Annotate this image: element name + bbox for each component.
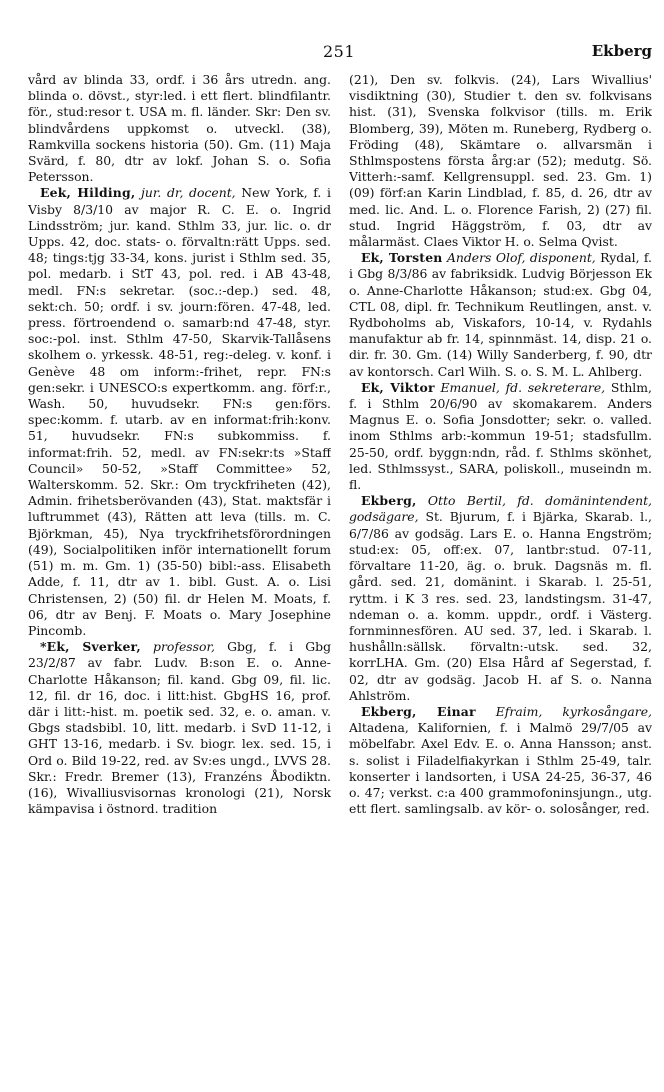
entry-name: Eek, Hilding, bbox=[40, 185, 136, 201]
entry-title: Otto Bertil, fd. domänintendent, godsägare, bbox=[349, 493, 652, 525]
continuation-text: (21), Den sv. folkvis. (24), Lars Wivallius' visdiktning (30), Studier t. den sv. folkvisans hist. (31), Svenska folkvisor (tills. m. Erik Blomberg, 39), Möten m. Runeberg, Rydberg o. Fröding (48), Skämtare o. allvarsmän i Sthlmspostens första årg:ar (52); medutg. Sö. Vitterh:-samf. Kellgrensuppl. sed. 23. Gm. 1) (09) förf:an Karin Lindblad, f. 85, d. 26, dtr av med. lic. And. L. o. Florence Farish, 2) (27) fil. stud. Ingrid Häggström, f. 03, dtr av målarmäst. Claes Viktor H. o. Selma Qvist. bbox=[349, 72, 652, 250]
entry-name: *Ek, Sverker, bbox=[40, 639, 141, 655]
right-column bbox=[349, 72, 652, 1076]
entry-title: Emanuel, fd. sekreterare, bbox=[440, 379, 606, 395]
entry-title: professor, bbox=[153, 639, 215, 655]
entry-text: St. Bjurum, f. i Bjärka, Skarab. l., 6/7/86 av godsäg. Lars E. o. Hanna Engström; stud:ex: 05, off:ex. 07, lantbr:stud. 07-11, förvaltare 11-20, äg. o. bruk. Dagsnäs m. fl. gård. sed. 21, domänint. i Skarab. l. 25-51, ryttm. i K 3 res. sed. 23, landstingsm. 31-47, ndeman o. a. komm. uppdr., ordf. i Västerg. fornminnesfören. AU sed. 37, led. i Skarab. l. hushålln:sällsk. förvaltn:-utsk. sed. 32, korrLHA. Gm. (20) Elsa Hård af Segerstad, f. 02, dtr av godsäg. Jacob H. af S. o. Nanna Ahlström. bbox=[349, 509, 652, 703]
entry-text: Sthlm, f. i Sthlm 20/6/90 av skomakarem. Anders Magnus E. o. Sofia Jonsdotter; sekr. o. valled. inom Sthlms arb:-kommun 19-51; stadsfullm. 25-50, ordf. byggn:ndn, råd. f. Sthlms skönhet, led. Sthlmssyst., SARA, poliskoll., museindn m. fl. bbox=[349, 379, 652, 493]
entry-text: New York, f. i Visby 8/3/10 av major R. C. E. o. Ingrid Lindsström; jur. kand. Sthlm 33, jur. lic. o. dr Upps. 42, doc. stats- o. förvaltn:rätt Upps. sed. 48; tings:tjg 33-34, kons. jurist i Sthlm sed. 35, pol. medarb. i StT 43, pol. red. i AB 43-48, medl. FN:s sekretar. (soc.:-dep.) sed. 48, sekt:ch. 50; ordf. i sv. journ:fören. 47-48, led. press. förtroendend o. samarb:nd 47-48, styr. soc:-pol. inst. Sthlm 47-50, Skarvik-Tallåsens skolhem o. yrkessk. 48-51, reg:-deleg. v. konf. i Genève 48 om inform:-frihet, repr. FN:s gen:sekr. i UNESCO:s expertkomm. ang. förf:r., Wash. 50, huvudsekr. FN:s gen:förs. spec:komm. f. utarb. av en informat:frih:konv. 51, huvudsekr. FN:s subkommiss. f. informat:frih. 52, medl. av FN:sekr:ts »Staff Council» 50-52, »Staff Committee» 52, Walterskomm. 52. Skr.: Om tryckfriheten (42), Admin. frihetsberövanden (43), Stat. maktsfär i luftrummet (43), Rätten att leva (tills. m. C. Björkman, 45), Nya tryckfrihetsförordningen (49), Socialpolitiken inför internationellt forum (51) m. m. Gm. 1) (35-50) bibl:-ass. Elisabeth Adde, f. 11, dtr av 1. bibl. Gust. A. o. Lisi Christensen, 2) (50) fil. dr Helen M. Moats, f. 06, dtr av Benj. F. Moats o. Mary Josephine Pincomb. bbox=[28, 185, 331, 638]
entry-eek-hilding bbox=[28, 185, 331, 639]
entry-title: jur. dr, docent, bbox=[141, 185, 236, 201]
left-column bbox=[28, 72, 331, 1076]
page-number: 251 bbox=[322, 42, 356, 61]
entry-name: Ek, Viktor bbox=[361, 379, 435, 395]
text-columns bbox=[28, 72, 652, 1076]
entry-name: Ekberg, Einar bbox=[361, 703, 476, 719]
entry-ek-viktor bbox=[349, 380, 652, 493]
entry-ekberg-bertil bbox=[349, 493, 652, 704]
entry-ek-torsten bbox=[349, 250, 652, 380]
entry-text: Gbg, f. i Gbg 23/2/87 av fabr. Ludv. B:son E. o. Anne-Charlotte Håkanson; fil. kand. Gbg 09, fil. lic. 12, fil. dr 16, doc. i litt:hist. GbgHS 16, prof. där i litt:-hist. m. poetik sed. 32, e. o. aman. v. Gbgs stadsbibl. 10, litt. medarb. i SvD 11-12, i GHT 13-16, medarb. i Sv. biogr. lex. sed. 15, i Ord o. Bild 19-22, red. av Sv:es ungd., LVVS 28. Skr.: Fredr. Bremer (13), Franzéns Åbodiktn. (16), Wivalliusvisornas kronologi (21), Norsk kämpavisa i östnord. tradition bbox=[28, 639, 331, 817]
entry-name: Ek, Torsten bbox=[361, 250, 443, 266]
entry-ekberg-einar bbox=[349, 704, 652, 817]
entry-text: Rydal, f. i Gbg 8/3/86 av fabriksidk. Ludvig Börjesson Ek o. Anne-Charlotte Håkanson; stud:ex. Gbg 04, CTL 08, dipl. fr. Technikum Reutlingen, anst. v. Rydboholms ab, Viskafors, 10-14, v. Rydahls manufaktur ab fr. 14, spinnmäst. 14, disp. 21 o. dir. fr. 30. Gm. (14) Willy Sanderberg, f. 90, dtr av kontorsch. Carl Wilh. S. o. S. M. L. Ahlberg. bbox=[349, 250, 652, 379]
entry-name: Ekberg, bbox=[361, 493, 417, 509]
entry-ek-sverker bbox=[28, 639, 331, 817]
continuation-text: vård av blinda 33, ordf. i 36 års utredn. ang. blinda o. dövst., styr:led. i ett flert. blindfilantr. för., stud:resor t. USA m. fl. länder. Skr: Den sv. blindvårdens uppkomst o. utveckl. (38), Ramkvilla sockens historia (50). Gm. (11) Maja Svärd, f. 80, dtr av lokf. Johan S. o. Sofia Petersson. bbox=[28, 72, 331, 185]
entry-title: Efraim, kyrkosångare, bbox=[495, 703, 652, 719]
entry-title: Anders Olof, disponent, bbox=[446, 250, 596, 266]
running-head: Ekberg bbox=[591, 42, 652, 60]
entry-text: Altadena, Kalifornien, f. i Malmö 29/7/05 av möbelfabr. Axel Edv. E. o. Anna Hansson; anst. s. solist i Filadelfiakyrkan i Sthlm 25-49, talr. konserter i landsorten, i USA 24-25, 36-37, 46 o. 47; verkst. c:a 400 grammofoninsjungn., utg. ett flert. samlingsalb. av kör- o. solosånger, red. bbox=[349, 720, 652, 817]
page-header bbox=[26, 42, 652, 64]
